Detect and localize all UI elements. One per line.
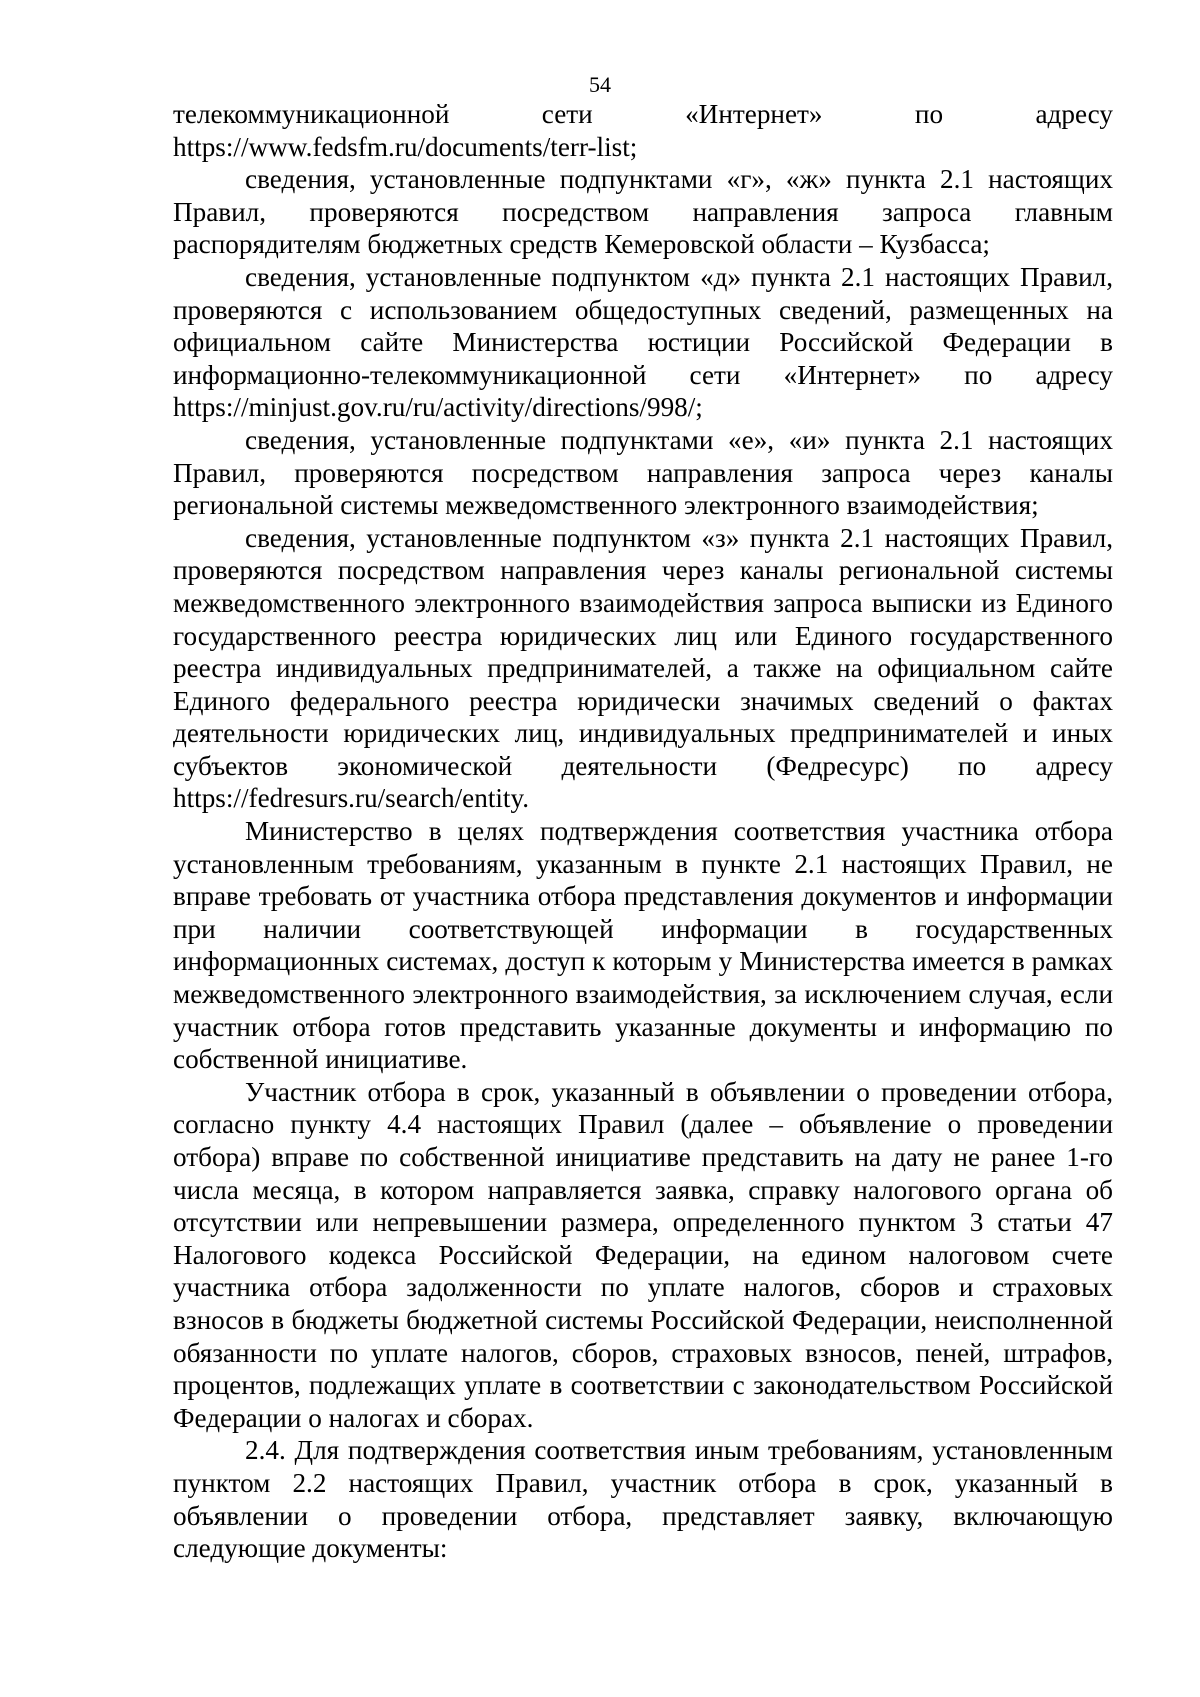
paragraph: сведения, установленные подпунктом «з» пункта 2.1 настоящих Правил, проверяются посредством направления через каналы региональной системы межведомственного электронного взаимодействия запроса выписки из Единого государственного реестра юридических лиц или Единого государственного реестра индивидуальных предпринимателей, а также на официальном сайте Единого федерального реестра юридически значимых сведений о фактах деятельности юридических лиц, индивидуальных предпринимателей и иных субъектов экономической деятельности (Федресурс) по адресу https://fedresurs.ru/search/entity. — [173, 522, 1113, 814]
paragraph: Участник отбора в срок, указанный в объявлении о проведении отбора, согласно пункту 4.4 настоящих Правил (далее – объявление о проведении отбора) вправе по собственной инициативе представить на дату не ранее 1-го числа месяца, в котором направляется заявка, справку налогового органа об отсутствии или непревышении размера, определенного пунктом 3 статьи 47 Налогового кодекса Российской Федерации, на едином налоговом счете участника отбора задолженности по уплате налогов, сборов и страховых взносов в бюджеты бюджетной системы Российской Федерации, неисполненной обязанности по уплате налогов, сборов, страховых взносов, пеней, штрафов, процентов, подлежащих уплате в соответствии с законодательством Российской Федерации о налогах и сборах. — [173, 1076, 1113, 1433]
paragraph-line: телекоммуникационной сети «Интернет» по адресу — [173, 99, 1113, 129]
paragraph-continuation — [173, 98, 1113, 163]
paragraph-section-2-4: 2.4. Для подтверждения соответствия иным требованиям, установленным пунктом 2.2 настоящих Правил, участник отбора в срок, указанный в объявлении о проведении отбора, представляет заявку, включающую следующие документы: — [173, 1435, 1113, 1564]
paragraph: сведения, установленные подпунктами «г», «ж» пункта 2.1 настоящих Правил, проверяются посредством направления запроса главным распорядителям бюджетных средств Кемеровской области – Кузбасса; — [173, 164, 1113, 260]
paragraph: сведения, установленные подпунктами «е», «и» пункта 2.1 настоящих Правил, проверяются посредством направления запроса через каналы региональной системы межведомственного электронного взаимодействия; — [173, 424, 1113, 521]
page-number: 54 — [589, 72, 611, 97]
document-body — [173, 98, 1113, 1565]
paragraph-line: https://www.fedsfm.ru/documents/terr-list; — [173, 131, 638, 162]
paragraph: сведения, установленные подпунктом «д» пункта 2.1 настоящих Правил, проверяются с использованием общедоступных сведений, размещенных на официальном сайте Министерства юстиции Российской Федерации в информационно-телекоммуникационной сети «Интернет» по адресу https://minjust.gov.ru/ru/activity/directions/998/; — [173, 261, 1113, 423]
paragraph: Министерство в целях подтверждения соответствия участника отбора установленным требованиям, указанным в пункте 2.1 настоящих Правил, не вправе требовать от участника отбора представления документов и информации при наличии соответствующей информации в государственных информационных системах, доступ к которым у Министерства имеется в рамках межведомственного электронного взаимодействия, за исключением случая, если участник отбора готов представить указанные документы и информацию по собственной инициативе. — [173, 816, 1113, 1075]
